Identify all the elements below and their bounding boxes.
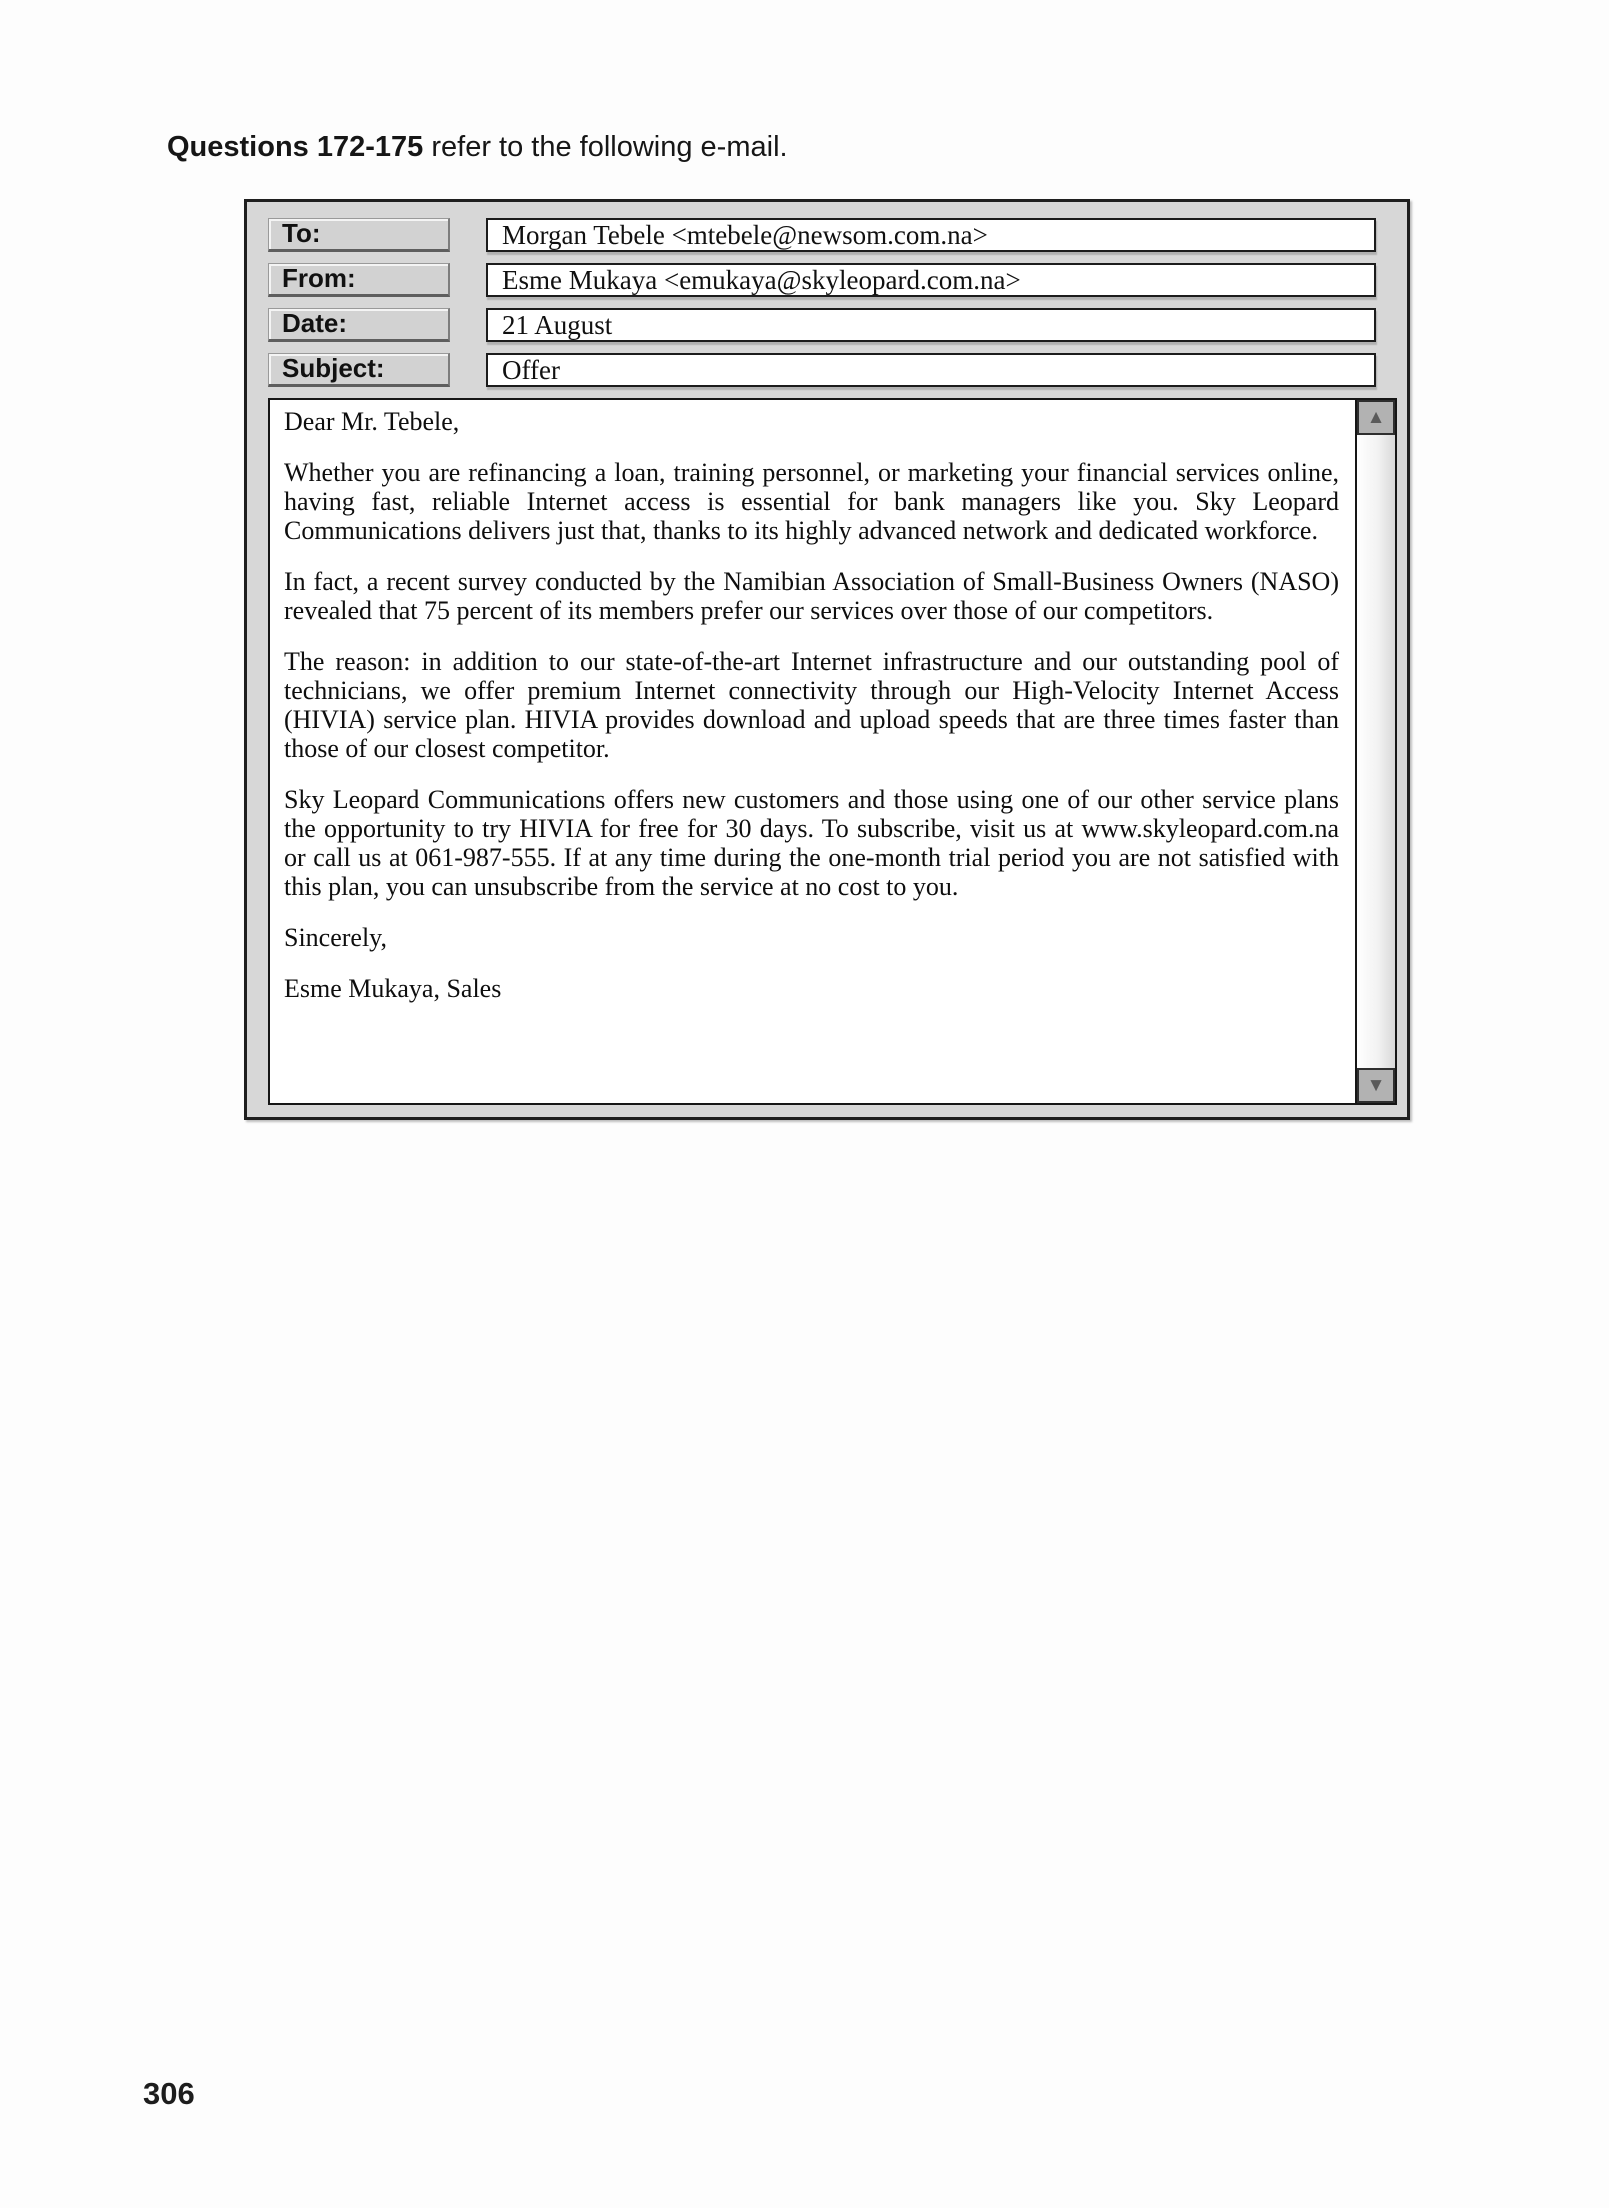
from-field[interactable]: Esme Mukaya <emukaya@skyleopard.com.na> [486, 263, 1376, 297]
to-field[interactable]: Morgan Tebele <mtebele@newsom.com.na> [486, 218, 1376, 252]
subject-field[interactable]: Offer [486, 353, 1376, 387]
to-label: To: [268, 218, 450, 252]
signature: Esme Mukaya, Sales [284, 974, 502, 1003]
paragraph-1: Whether you are refinancing a loan, training personnel, or marketing your financial services online, having fast, reliable Internet access is essential for bank managers like you. Sky Leopard Communications delivers just that, thanks to its highly advanced network and dedicated workforce. [284, 458, 1339, 545]
to-row [268, 218, 1380, 252]
subject-row [268, 353, 1380, 387]
arrow-down-icon: ▼ [1366, 1074, 1386, 1096]
paragraph-4: Sky Leopard Communications offers new customers and those using one of our other service plans the opportunity to try HIVIA for free for 30 days. To subscribe, visit us at www.skyleopard.com.na or call us at 061-987-555. If at any time during the one-month trial period you are not satisfied with this plan, you can unsubscribe from the service at no cost to you. [284, 785, 1339, 901]
question-range-heading [167, 130, 788, 164]
arrow-up-icon: ▲ [1366, 406, 1386, 428]
date-row [268, 308, 1380, 342]
date-field[interactable]: 21 August [486, 308, 1376, 342]
page-number: 306 [143, 2076, 195, 2111]
scroll-down-button[interactable] [1357, 1068, 1395, 1103]
paragraph-2: In fact, a recent survey conducted by the Namibian Association of Small-Business Owners (NASO) revealed that 75 percent of its members prefer our services over those of our competitors. [284, 567, 1339, 625]
from-label: From: [268, 263, 450, 297]
from-row [268, 263, 1380, 297]
question-range: Questions 172-175 [167, 131, 424, 163]
salutation: Dear Mr. Tebele, [284, 407, 460, 436]
heading-text: refer to the following e-mail. [423, 131, 788, 163]
scroll-up-button[interactable] [1357, 400, 1395, 435]
scrollbar-track[interactable] [1355, 400, 1395, 1103]
message-body [270, 400, 1355, 1103]
paragraph-3: The reason: in addition to our state-of-the-art Internet infrastructure and our outstanding pool of technicians, we offer premium Internet connectivity through our High-Velocity Internet Access (HIVIA) service plan. HIVIA provides download and upload speeds that are three times faster than those of our closest competitor. [284, 647, 1339, 763]
message-body-box [268, 398, 1397, 1105]
subject-label: Subject: [268, 353, 450, 387]
email-window [244, 199, 1410, 1120]
closing: Sincerely, [284, 923, 387, 952]
date-label: Date: [268, 308, 450, 342]
